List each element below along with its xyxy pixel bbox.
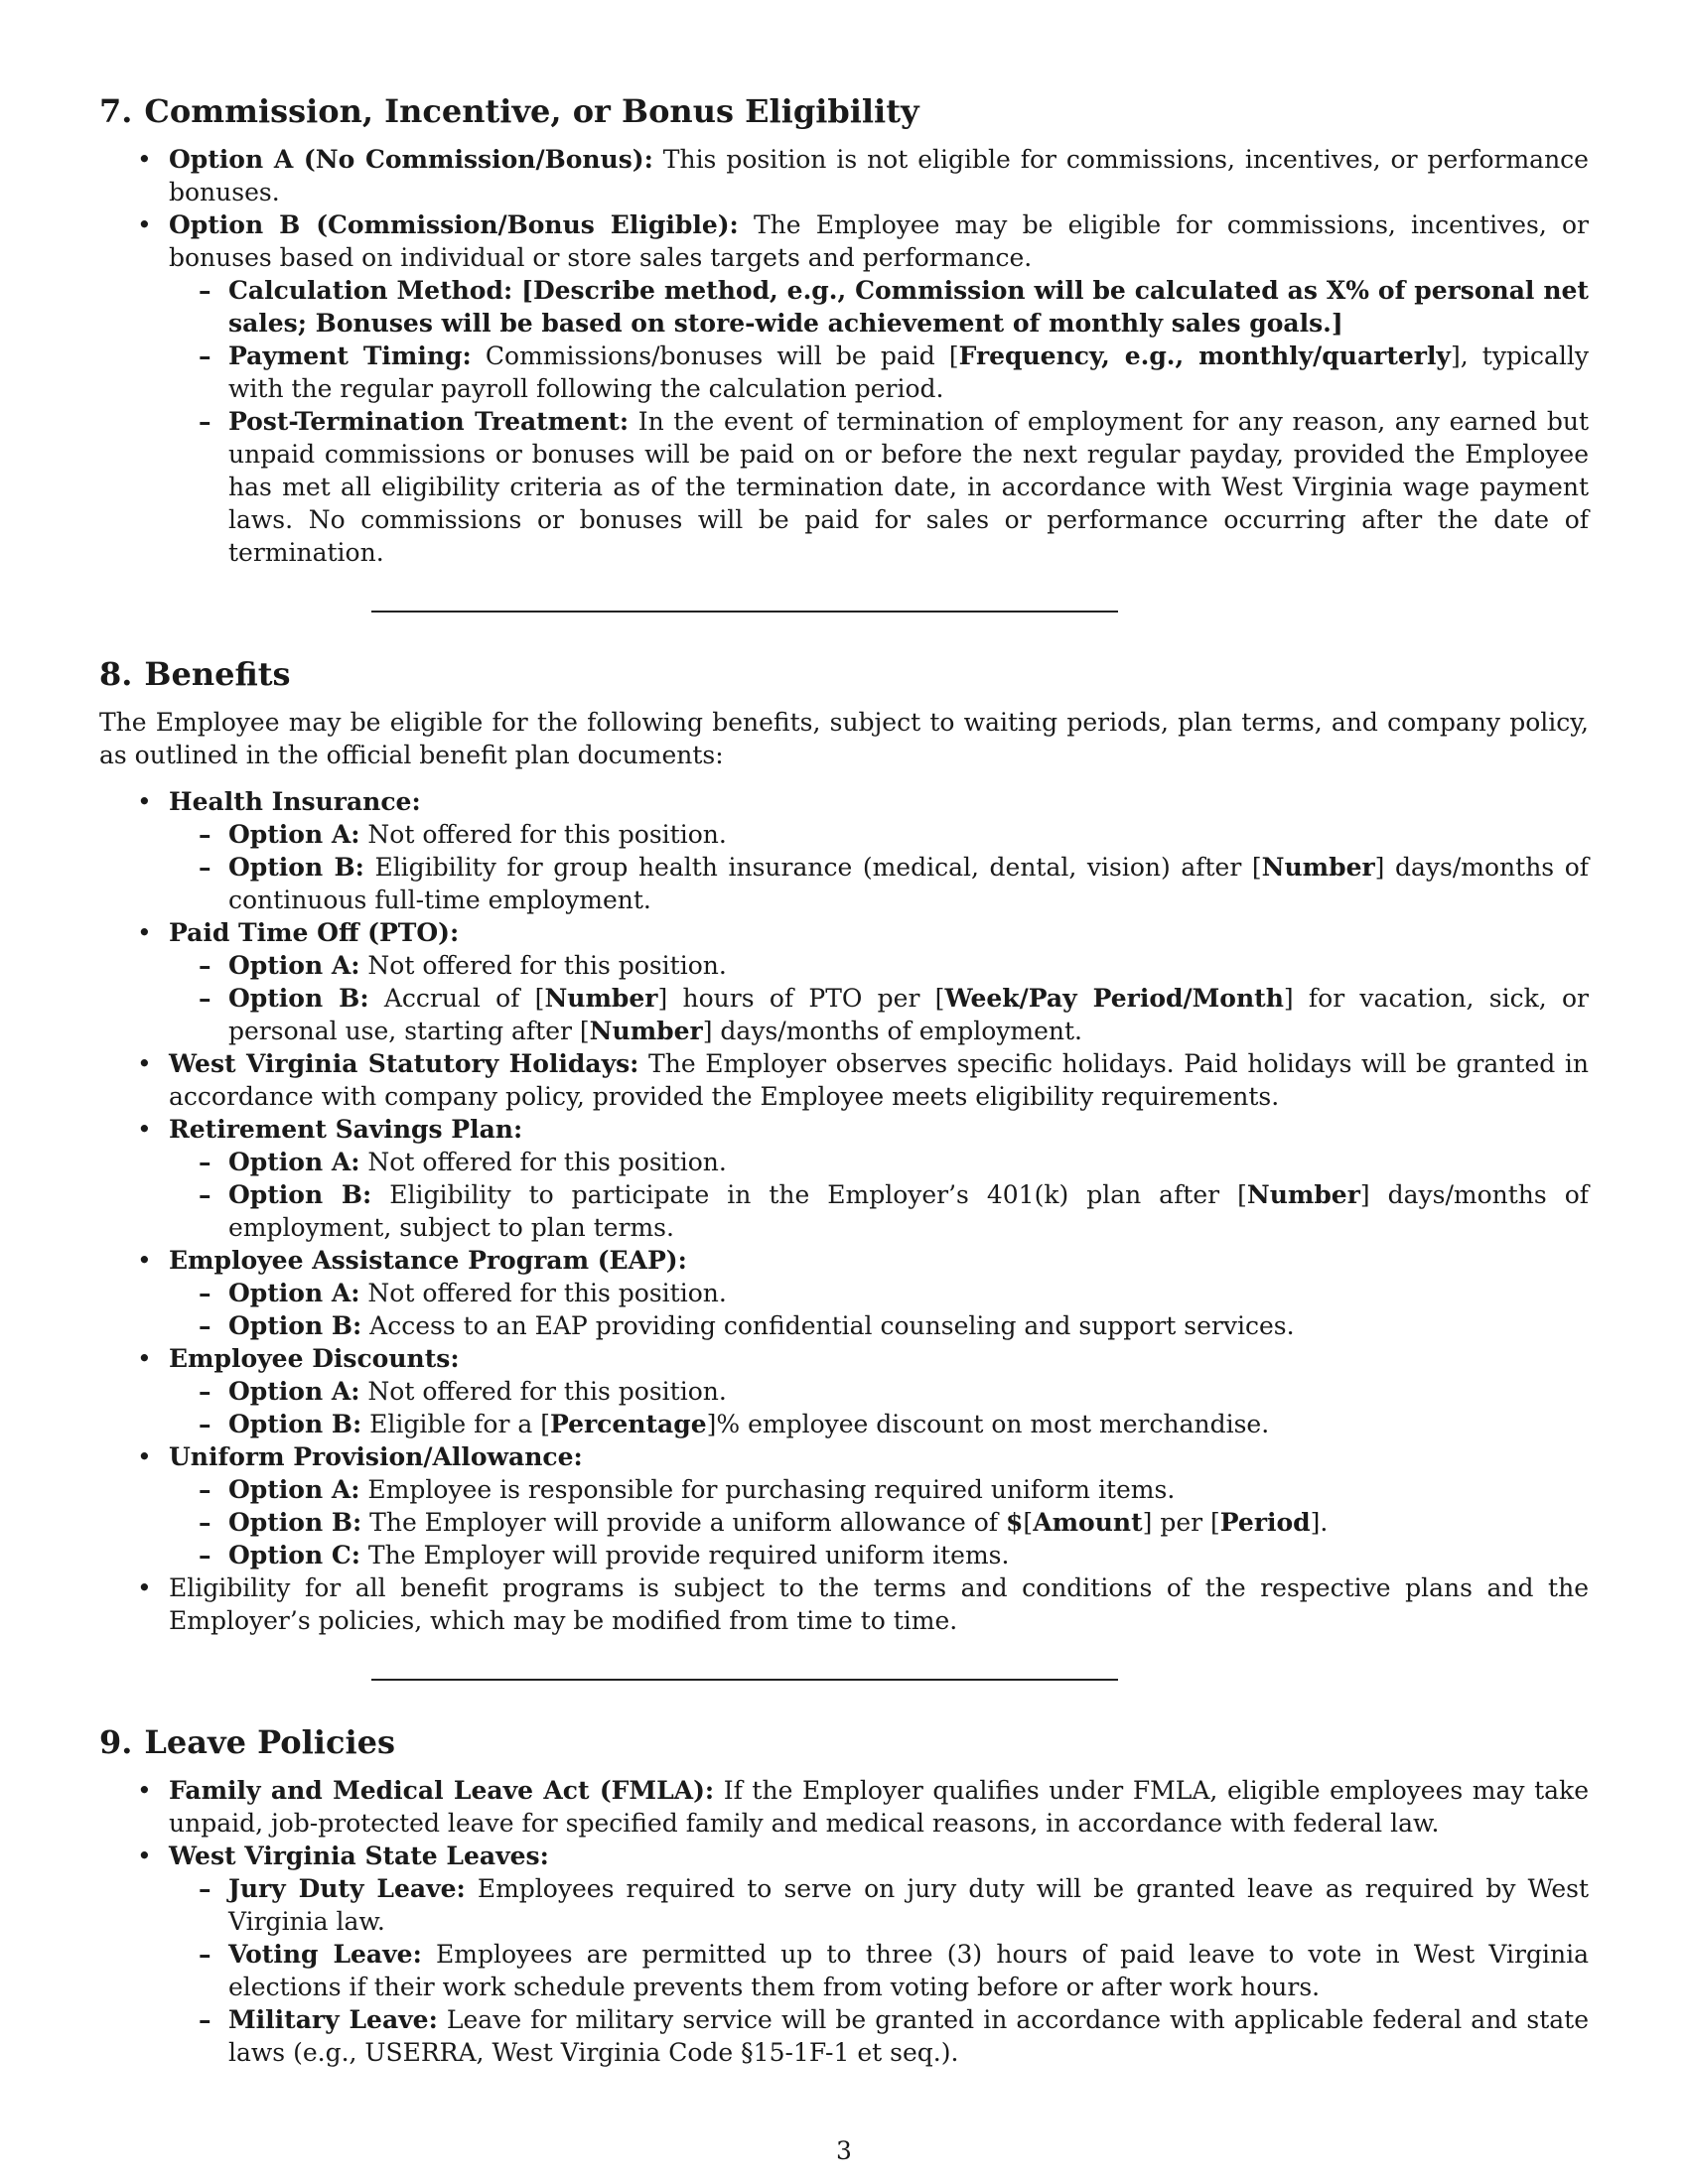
retirement-option-b: – Option B: Eligibility to participate in the Employer’s 401(k) plan after [Number] days/months of employment, subject to plan terms.: [169, 1178, 1589, 1244]
health-option-a: – Option A: Not offered for this position.: [169, 818, 1589, 851]
page-number: 3: [836, 2136, 852, 2165]
section-commission: [99, 91, 1589, 569]
state-leave-sublist: [169, 1872, 1589, 2069]
section-9-heading: 9. Leave Policies: [99, 1723, 395, 1761]
fmla-leave: • Family and Medical Leave Act (FMLA): If the Employer qualifies under FMLA, eligible employees may take unpaid, job-protected leave for specified family and medical reasons, in accordance with federal law.: [99, 1774, 1589, 1840]
statutory-holidays: • West Virginia Statutory Holidays: The Employer observes specific holidays. Paid holidays will be granted in accordance with company policy, provided the Employee meets eligibility requirements.: [99, 1047, 1589, 1113]
employee-discounts: • Employee Discounts: – Option A: Not offered for this position. – Option B: Eligible for a [Percentage]% employee discount on most merchandise.: [99, 1342, 1589, 1440]
benefits-intro: The Employee may be eligible for the following benefits, subject to waiting periods, plan terms, and company policy, as outlined in the official benefit plan documents:: [99, 708, 1589, 769]
section-divider: [371, 1679, 1118, 1681]
benefits-list: [99, 785, 1589, 1637]
section-divider: [371, 611, 1118, 613]
uniform-option-b: – Option B: The Employer will provide a uniform allowance of $[Amount] per [Period].: [169, 1506, 1589, 1539]
payment-timing: – Payment Timing: Commissions/bonuses will be paid [Frequency, e.g., monthly/quarterly], typically with the regular payroll following the calculation period.: [169, 340, 1589, 405]
military-leave: – Military Leave: Leave for military service will be granted in accordance with applicable federal and state laws (e.g., USERRA, West Virginia Code §15-1F-1 et seq.).: [169, 2003, 1589, 2069]
calculation-method: – Calculation Method: [Describe method, e.g., Commission will be calculated as X% of personal net sales; Bonuses will be based on store-wide achievement of monthly sales goals.]: [169, 274, 1589, 340]
health-options: [169, 818, 1589, 916]
post-termination-treatment: – Post-Termination Treatment: In the event of termination of employment for any reason, any earned but unpaid commissions or bonuses will be paid on or before the next regular payday, provided the Employee has met all eligibility criteria as of the termination date, in accordance with West Virginia wage payment laws. No commissions or bonuses will be paid for sales or performance occurring after the date of termination.: [169, 405, 1589, 569]
eap-options: [169, 1277, 1589, 1342]
uniform-option-c: – Option C: The Employer will provide required uniform items.: [169, 1539, 1589, 1571]
pto-option-a: – Option A: Not offered for this position.: [169, 949, 1589, 982]
section-benefits: [99, 654, 1589, 1637]
document-page: [99, 91, 1589, 2069]
section-8-heading: 8. Benefits: [99, 655, 291, 693]
leave-list: [99, 1774, 1589, 2069]
state-leaves: • West Virginia State Leaves: – Jury Duty Leave: Employees required to serve on jury duty will be granted leave as required by West Virginia law. – Voting Leave: Employees are permitted up to three (3) hours of paid leave to vote in West Virginia elections if their work schedule prevents them from voting before or after work hours. – Military Leave: Leave for military service will be granted in accordance with applicable federal and state laws (e.g., USERRA, West Virginia Code §15-1F-1 et seq.).: [99, 1840, 1589, 2069]
option-b-commission-eligible: • Option B (Commission/Bonus Eligible): The Employee may be eligible for commissions, incentives, or bonuses based on individual or store sales targets and performance. – Calculation Method: [Describe method, e.g., Commission will be calculated as X% of personal net sales; Bonuses will be based on store-wide achievement of monthly sales goals.] – Payment Timing: Commissions/bonuses will be paid [Frequency, e.g., monthly/quarterly], typically with the regular payroll following the calculation period. – Post-Termination Treatment: In the event of termination of employment for any reason, any earned but unpaid commissions or bonuses will be paid on or before the next regular payday, provided the Employee has met all eligibility criteria as of the termination date, in accordance with West Virginia wage payment laws. No commissions or bonuses will be paid for sales or performance occurring after the date of termination.: [99, 208, 1589, 569]
retirement-savings-plan: • Retirement Savings Plan: – Option A: Not offered for this position. – Option B: Eligibility to participate in the Employer’s 401(k) plan after [Number] days/months of employment, subject to plan terms.: [99, 1113, 1589, 1244]
retirement-option-a: – Option A: Not offered for this position.: [169, 1146, 1589, 1178]
pto-options: [169, 949, 1589, 1047]
eap-option-a: – Option A: Not offered for this position.: [169, 1277, 1589, 1309]
section-7-heading: 7. Commission, Incentive, or Bonus Eligibility: [99, 92, 919, 130]
option-a-no-commission: • Option A (No Commission/Bonus): This position is not eligible for commissions, incentives, or performance bonuses.: [99, 143, 1589, 208]
commission-sublist: [169, 274, 1589, 569]
pto-option-b: – Option B: Accrual of [Number] hours of PTO per [Week/Pay Period/Month] for vacation, sick, or personal use, starting after [Number] days/months of employment.: [169, 982, 1589, 1047]
discount-options: [169, 1375, 1589, 1440]
discount-option-b: – Option B: Eligible for a [Percentage]% employee discount on most merchandise.: [169, 1408, 1589, 1440]
health-insurance: • Health Insurance: – Option A: Not offered for this position. – Option B: Eligibility for group health insurance (medical, dental, vision) after [Number] days/months of continuous full-time employment.: [99, 785, 1589, 916]
retirement-options: [169, 1146, 1589, 1244]
discount-option-a: – Option A: Not offered for this position.: [169, 1375, 1589, 1408]
eap-option-b: – Option B: Access to an EAP providing confidential counseling and support services.: [169, 1309, 1589, 1342]
employee-assistance-program: • Employee Assistance Program (EAP): – Option A: Not offered for this position. – Option B: Access to an EAP providing confidential counseling and support services.: [99, 1244, 1589, 1342]
uniform-option-a: – Option A: Employee is responsible for purchasing required uniform items.: [169, 1473, 1589, 1506]
benefit-eligibility-note: • Eligibility for all benefit programs is subject to the terms and conditions of the respective plans and the Employer’s policies, which may be modified from time to time.: [99, 1571, 1589, 1637]
section-leave-policies: [99, 1722, 1589, 2069]
jury-duty-leave: – Jury Duty Leave: Employees required to serve on jury duty will be granted leave as required by West Virginia law.: [169, 1872, 1589, 1938]
uniform-provision: • Uniform Provision/Allowance: – Option A: Employee is responsible for purchasing required uniform items. – Option B: The Employer will provide a uniform allowance of $[Amount] per [Period]. – Option C: The Employer will provide required uniform items.: [99, 1440, 1589, 1571]
commission-list: [99, 143, 1589, 569]
health-option-b: – Option B: Eligibility for group health insurance (medical, dental, vision) after [Number] days/months of continuous full-time employment.: [169, 851, 1589, 916]
paid-time-off: • Paid Time Off (PTO): – Option A: Not offered for this position. – Option B: Accrual of [Number] hours of PTO per [Week/Pay Period/Month] for vacation, sick, or personal use, starting after [Number] days/months of employment.: [99, 916, 1589, 1047]
voting-leave: – Voting Leave: Employees are permitted up to three (3) hours of paid leave to vote in West Virginia elections if their work schedule prevents them from voting before or after work hours.: [169, 1938, 1589, 2003]
uniform-options: [169, 1473, 1589, 1571]
